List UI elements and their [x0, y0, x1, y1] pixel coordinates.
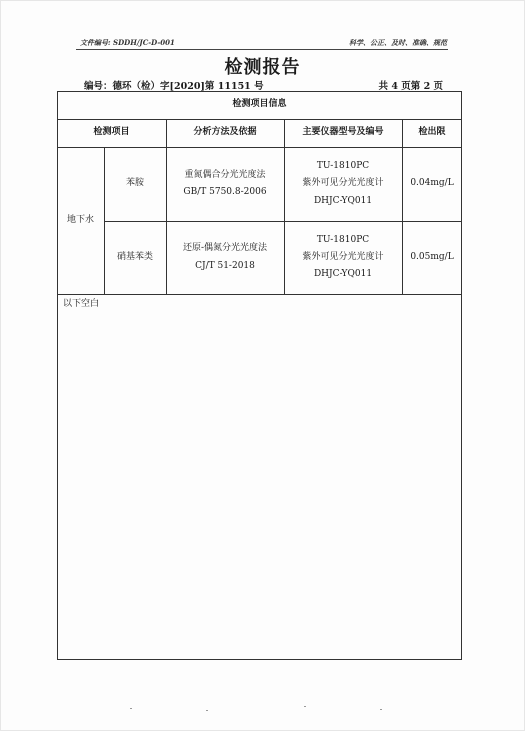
- method-cell: [166, 221, 284, 294]
- instrument-cell: [284, 221, 402, 294]
- column-header: 主要仪器型号及编号: [302, 127, 384, 138]
- report-number: 编号：德环（检）字[2020]第 11151 号: [84, 81, 264, 92]
- blank-below-note: 以下空白: [63, 299, 100, 309]
- header-motto: 科学、公正、及时、准确、规范: [349, 38, 447, 47]
- document-number: 文件编号: SDDH/JC-D-001: [80, 38, 175, 47]
- report-title: 检测报告: [224, 57, 301, 78]
- page-indicator: 共 4 页第 2 页: [378, 81, 443, 92]
- detection-limit: 0.04mg/L: [410, 178, 454, 189]
- column-header: 分析方法及依据: [193, 127, 257, 138]
- method-cell: [166, 147, 284, 221]
- sample-category: 地下水: [66, 214, 94, 225]
- instrument-model: TU-1810PC: [316, 161, 370, 172]
- column-header: 检出限: [418, 127, 446, 138]
- table-rule: [57, 294, 462, 295]
- table-row-item: 硝基苯类: [116, 251, 153, 262]
- instrument-cell: [284, 147, 402, 221]
- detection-limit: 0.05mg/L: [410, 251, 454, 262]
- table-row-item: 苯胺: [125, 178, 144, 189]
- instrument-name: 紫外可见分光光度计: [302, 178, 384, 189]
- instrument-id: DHJC-YQ011: [313, 195, 373, 206]
- instrument-name: 紫外可见分光光度计: [302, 251, 384, 262]
- method-standard: GB/T 5750.8-2006: [183, 187, 267, 197]
- column-header: 检测项目: [93, 127, 130, 138]
- method-name: 还原-偶氮分光光度法: [182, 243, 268, 254]
- method-name: 重氮偶合分光光度法: [184, 169, 266, 180]
- instrument-id: DHJC-YQ011: [313, 269, 373, 280]
- section-title: 检测项目信息: [232, 99, 287, 110]
- instrument-model: TU-1810PC: [316, 234, 370, 245]
- method-standard: CJ/T 51-2018: [195, 260, 255, 271]
- header-divider: [76, 49, 448, 50]
